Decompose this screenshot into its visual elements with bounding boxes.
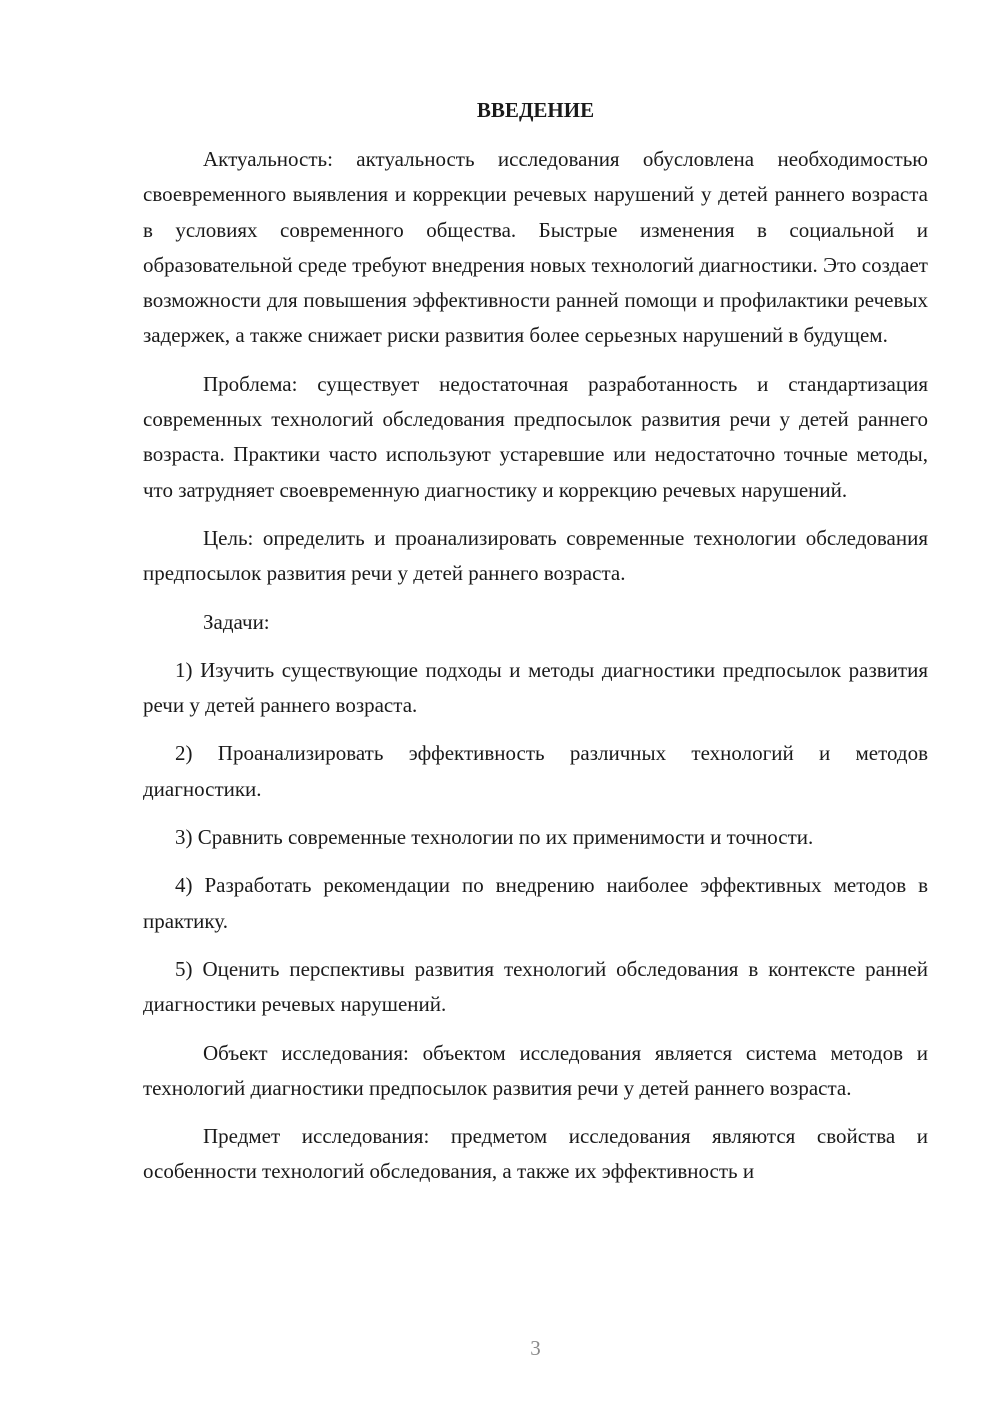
document-body (143, 142, 928, 1203)
problem-paragraph: Проблема: существует недостаточная разработанность и стандартизация современных технологий обследования предпосылок развития речи у детей раннего возраста. Практики часто используют устаревшие или недостаточно точные методы, что затрудняет своевременную диагностику и коррекцию речевых нарушений. (143, 371, 928, 502)
task-item: 5) Оценить перспективы развития технологий обследования в контексте ранней диагностики речевых нарушений. (143, 956, 928, 1017)
task-item: 1) Изучить существующие подходы и методы диагностики предпосылок развития речи у детей раннего возраста. (143, 657, 928, 718)
tasks-heading: Задачи: (203, 609, 270, 634)
goal-paragraph: Цель: определить и проанализировать современные технологии обследования предпосылок развития речи у детей раннего возраста. (143, 525, 928, 586)
task-item: 3) Сравнить современные технологии по их применимости и точности. (175, 825, 814, 850)
subject-paragraph: Предмет исследования: предметом исследования являются свойства и особенности технологий обследования, а также их эффективность и (143, 1124, 928, 1184)
page-number: 3 (530, 1336, 541, 1360)
task-item: 2) Проанализировать эффективность различных технологий и методов диагностики. (143, 741, 928, 801)
task-item: 4) Разработать рекомендации по внедрению наиболее эффективных методов в практику. (143, 873, 928, 933)
object-paragraph: Объект исследования: объектом исследования является система методов и технологий диагностики предпосылок развития речи у детей раннего возраста. (143, 1040, 928, 1100)
section-title: ВВЕДЕНИЕ (476, 98, 595, 122)
relevance-paragraph: Актуальность: актуальность исследования обусловлена необходимостью своевременного выявления и коррекции речевых нарушений у детей раннего возраста в условиях современного общества. Быстрые изменения в социальной и образовательной среде требуют внедрения новых технологий диагностики. Это создает возможности для повышения эффективности ранней помощи и профилактики речевых задержек, а также снижает риски развития более серьезных нарушений в будущем. (143, 147, 928, 348)
